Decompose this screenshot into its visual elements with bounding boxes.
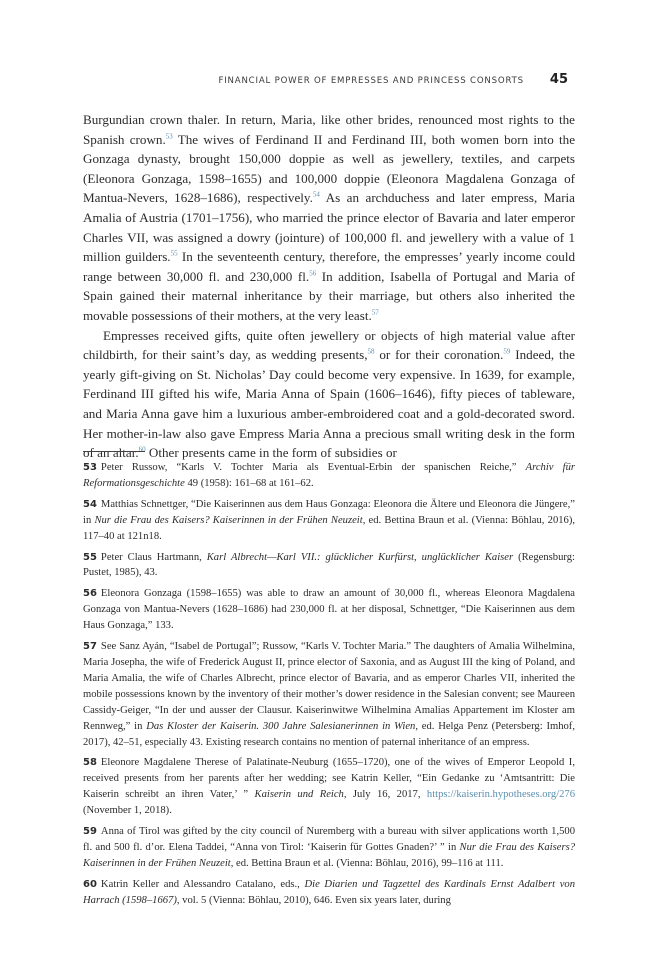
note-reference-57[interactable]: 57 xyxy=(371,308,379,317)
footnote-number: 55 xyxy=(83,551,97,563)
note-reference-53[interactable]: 53 xyxy=(165,132,173,141)
footnote-57 xyxy=(83,639,575,750)
footnotes xyxy=(83,460,575,914)
footnote-title: Kaiserin und Reich xyxy=(254,789,344,801)
footnote-title: Nur die Frau des Kaisers? Kaiserinnen in der Frühen Neuzeit xyxy=(94,514,363,526)
footnote-number: 53 xyxy=(83,462,97,473)
note-reference-58[interactable]: 58 xyxy=(367,347,375,356)
text-run: The wives of Ferdinand II and Ferdinand III, both women born into the Gonzaga dynasty, brought 150,000 doppie as well as jewellery, textiles, and carpets (Eleonora Gonzaga, 1598–1655) and 100,000 doppie (Eleonora Magdalena Gonzaga of Mantua-Nevers, 1628–1686), respectively. xyxy=(83,131,576,206)
footnote-title: Das Kloster der Kaiserin. 300 Jahre Salesianerinnen in Wien xyxy=(146,720,416,732)
text-run: Other presents came in the form of subsidies or xyxy=(145,445,397,461)
text-run: Empresses received gifts, quite often jewellery or objects of high material value after childbirth, for their saint’s day, as wedding presents, xyxy=(83,327,575,363)
footnote-60 xyxy=(83,877,575,909)
footnote-54 xyxy=(83,497,575,545)
footnote-number: 59 xyxy=(83,826,97,838)
footnote-text: Eleonore Magdalene Therese of Palatinate-Neuburg (1655–1720), one of the wives of Emperor Leopold I, received presents from her parents after her wedding; see Katrin Keller, “Ein Gedanke zu ‘Amtsantritt: Die Kaiserin schreibt an ihren Vater,’ ” xyxy=(83,757,575,801)
paragraph-2 xyxy=(83,326,575,463)
footnote-text: , ed. Bettina Braun et al. (Vienna: Böhlau, 2016), 99–116 at 111. xyxy=(230,857,504,869)
footnote-text: (Regensburg: Pustet, 1985), 43. xyxy=(83,551,575,579)
footnote-text: , vol. 5 (Vienna: Böhlau, 2010), 646. Even six years later, during xyxy=(176,894,451,906)
footnote-text: 49 (1958): 161–68 at 161–62. xyxy=(184,477,314,489)
note-reference-59[interactable]: 59 xyxy=(503,347,511,356)
footnote-56 xyxy=(83,586,575,634)
text-run: Indeed, the yearly gift-giving on St. Nicholas’ Day could become very expensive. In 1639, for example, Ferdinand III gifted his wife, Maria Anna of Spain (1606–1646), fifty pieces of tableware, and Maria Anna gave him a luxurious amber-embroidered coat and a gold-decorated sword. Her mother-in-law also gave Empress Maria Anna a precious small writing desk in the form of an altar. xyxy=(83,347,575,461)
footnote-separator xyxy=(83,451,145,452)
footnote-number: 56 xyxy=(83,588,97,600)
text-run: or for their coronation. xyxy=(374,347,504,363)
footnote-number: 54 xyxy=(83,498,97,510)
footnote-55 xyxy=(83,550,575,582)
footnote-59 xyxy=(83,824,575,872)
text-run: As an archduchess and later empress, Maria Amalia of Austria (1701–1756), who married the prince elector of Bavaria and later emperor Charles VII, was assigned a dowry (jointure) of 100,000 fl. and jewellery with a value of 1 million guilders. xyxy=(83,190,575,265)
footnote-number: 58 xyxy=(83,757,97,769)
footnote-text: Matthias Schnettger, “Die Kaiserinnen aus dem Haus Gonzaga: Eleonora die Ältere und Eleonora die Jüngere,” in xyxy=(83,498,575,526)
footnote-number: 57 xyxy=(83,641,97,653)
footnote-53 xyxy=(83,460,575,492)
footnote-58 xyxy=(83,755,575,819)
footnote-text: See Sanz Ayán, “Isabel de Portugal”; Russow, “Karls V. Tochter Maria.” The daughters of Amalia Wilhelmina, Maria Josepha, the wife of Frederick August II, prince elector of Saxonia, and as August III the king of Poland, and Maria Amalia, the wife of Charles Albrecht, prince elector of Bavaria, and as emperor Charles VII, inherited the mobile possessions known by the inventory of their mother’s dower residence in the Salesian convent; see Maureen Cassidy-Geiger, “In der und ausser der Clausur. Kaiserinwitwe Wilhelmina Amalias Appartement im Kloster am Rennweg,” in xyxy=(83,641,575,732)
footnote-text: Peter Claus Hartmann, xyxy=(100,551,207,563)
page-number: 45 xyxy=(549,72,568,87)
footnote-text: (November 1, 2018). xyxy=(83,805,172,817)
main-text xyxy=(83,110,575,463)
footnote-title: Die Diarien und Tagzettel des Kardinals Ernst Adalbert von Harrach (1598–1667) xyxy=(83,878,575,906)
footnote-title: Archiv für Reformationsgeschichte xyxy=(83,462,575,489)
text-run: Burgundian crown thaler. In return, Maria, like other brides, renounced most rights to the Spanish crown. xyxy=(83,112,575,147)
footnote-text: Peter Russow, “Karls V. Tochter Maria als Eventual-Erbin der spanischen Reiche,” xyxy=(100,462,526,473)
footnote-title: Karl Albrecht—Karl VII.: glücklicher Kurfürst, unglücklicher Kaiser xyxy=(206,551,514,563)
note-reference-54[interactable]: 54 xyxy=(312,191,320,200)
note-reference-60[interactable]: 60 xyxy=(138,445,146,454)
footnote-text: , ed. Bettina Braun et al. (Vienna: Böhlau, 2016), 117–40 at 121n18. xyxy=(83,514,576,542)
footnote-url-link[interactable]: https://kaiserin.hypotheses.org/276 xyxy=(426,789,576,801)
footnote-number: 60 xyxy=(83,878,97,890)
paragraph-1 xyxy=(83,110,575,326)
footnote-text: , ed. Helga Penz (Petersberg: Imhof, 2017), 42–51, especially 43. Existing research contains no mention of paternal inheritance of an empress. xyxy=(83,720,575,748)
footnote-text: Anna of Tirol was gifted by the city council of Nuremberg with a bureau with silver applications worth 1,500 fl. and 500 fl. d’or. Elena Taddei, “Anna von Tirol: ‘Kaiserin für Gottes Gnaden?’ ” in xyxy=(83,826,575,853)
running-header xyxy=(82,72,568,90)
text-run: In addition, Isabella of Portugal and Maria of Spain gained their maternal inheritance by their marriage, but others also inherited the movable possessions of their mothers, at the very least. xyxy=(83,268,575,323)
running-title: FINANCIAL POWER OF EMPRESSES AND PRINCESS CONSORTS xyxy=(218,76,524,86)
text-run: In the seventeenth century, therefore, the empresses’ yearly income could range between 30,000 fl. and 230,000 fl. xyxy=(83,249,575,284)
note-reference-55[interactable]: 55 xyxy=(170,249,178,258)
footnote-text: Katrin Keller and Alessandro Catalano, eds., xyxy=(100,878,305,890)
footnote-text: Eleonora Gonzaga (1598–1655) was able to draw an amount of 30,000 fl., whereas Eleonora Magdalena Gonzaga von Mantua-Nevers (1628–1686) had 230,000 fl. at her disposal, Schnettger, “Die Kaiserinnen aus dem Haus Gonzaga,” 133. xyxy=(83,588,575,632)
note-reference-56[interactable]: 56 xyxy=(309,269,317,278)
footnote-title: Nur die Frau des Kaisers? Kaiserinnen in der Frühen Neuzeit xyxy=(83,841,575,869)
footnote-text: , July 16, 2017, xyxy=(343,789,427,801)
